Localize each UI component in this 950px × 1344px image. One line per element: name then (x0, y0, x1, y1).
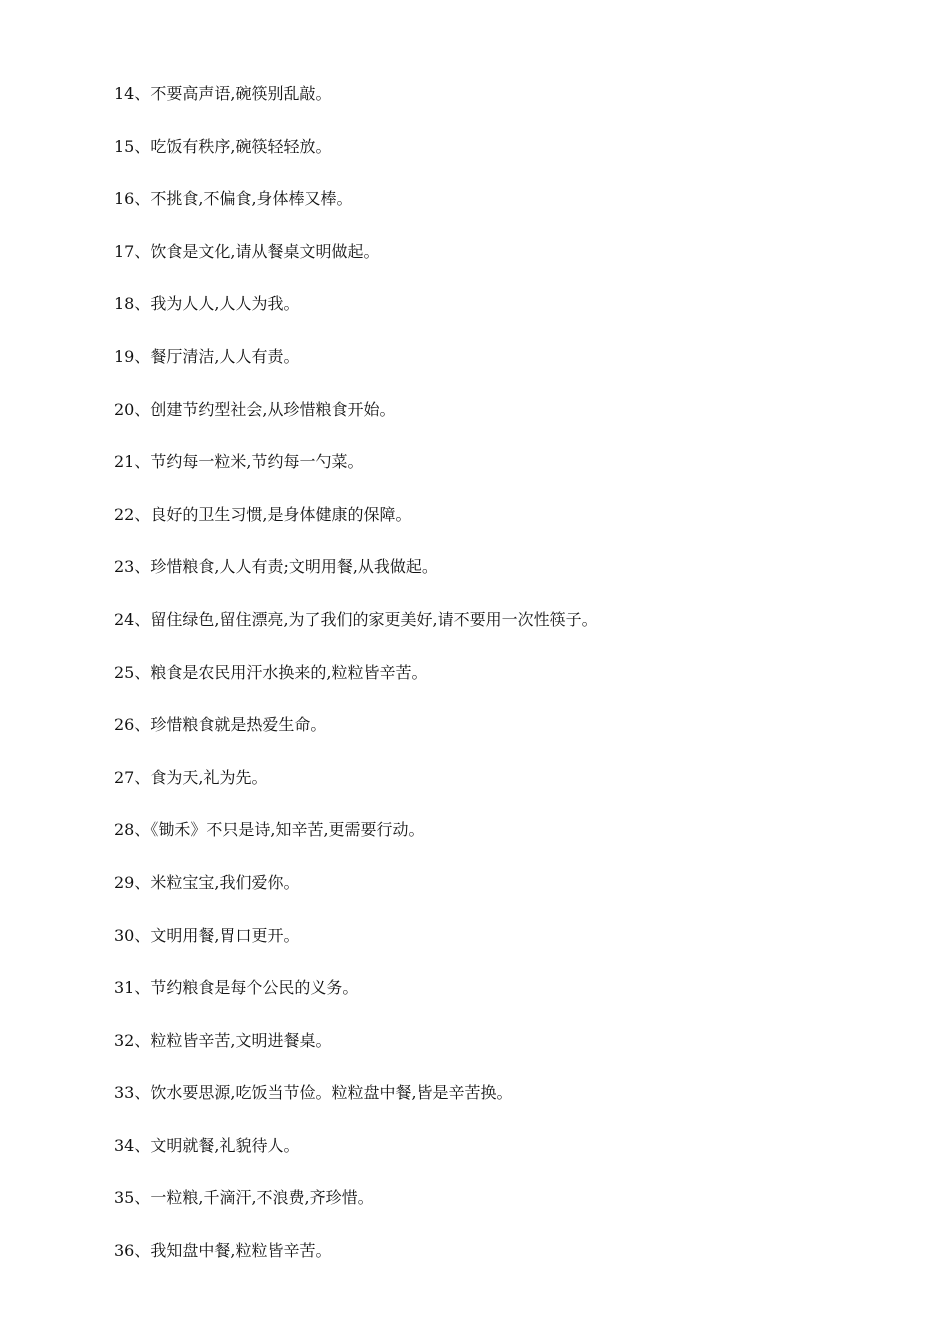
list-item: 20、创建节约型社会,从珍惜粮食开始。 (114, 399, 396, 419)
list-item: 17、饮食是文化,请从餐桌文明做起。 (114, 241, 380, 261)
list-item: 36、我知盘中餐,粒粒皆辛苦。 (114, 1241, 332, 1261)
list-item: 33、饮水要思源,吃饭当节俭。粒粒盘中餐,皆是辛苦换。 (114, 1083, 513, 1103)
list-item: 29、米粒宝宝,我们爱你。 (114, 872, 300, 892)
list-item: 23、珍惜粮食,人人有责;文明用餐,从我做起。 (114, 557, 438, 577)
list-item: 14、不要高声语,碗筷别乱敲。 (114, 84, 332, 103)
list-item: 26、珍惜粮食就是热爱生命。 (114, 715, 327, 735)
slogan-list (114, 82, 598, 1292)
list-item: 16、不挑食,不偏食,身体棒又棒。 (114, 189, 353, 209)
list-item: 30、文明用餐,胃口更开。 (114, 925, 300, 945)
list-item: 24、留住绿色,留住漂亮,为了我们的家更美好,请不要用一次性筷子。 (114, 609, 598, 629)
list-item: 18、我为人人,人人为我。 (114, 294, 300, 314)
list-item: 27、食为天,礼为先。 (114, 767, 268, 787)
list-item: 31、节约粮食是每个公民的义务。 (114, 978, 359, 998)
list-item: 35、一粒粮,千滴汗,不浪费,齐珍惜。 (114, 1188, 374, 1208)
list-item: 32、粒粒皆辛苦,文明进餐桌。 (114, 1030, 332, 1050)
list-item: 28、《锄禾》不只是诗,知辛苦,更需要行动。 (114, 820, 425, 840)
list-item: 19、餐厅清洁,人人有责。 (114, 346, 300, 366)
list-item: 15、吃饭有秩序,碗筷轻轻放。 (114, 136, 332, 156)
list-item: 25、粮食是农民用汗水换来的,粒粒皆辛苦。 (114, 662, 428, 682)
list-item: 34、文明就餐,礼貌待人。 (114, 1135, 300, 1155)
list-item: 21、节约每一粒米,节约每一勺菜。 (114, 452, 364, 472)
list-item: 22、良好的卫生习惯,是身体健康的保障。 (114, 504, 412, 524)
